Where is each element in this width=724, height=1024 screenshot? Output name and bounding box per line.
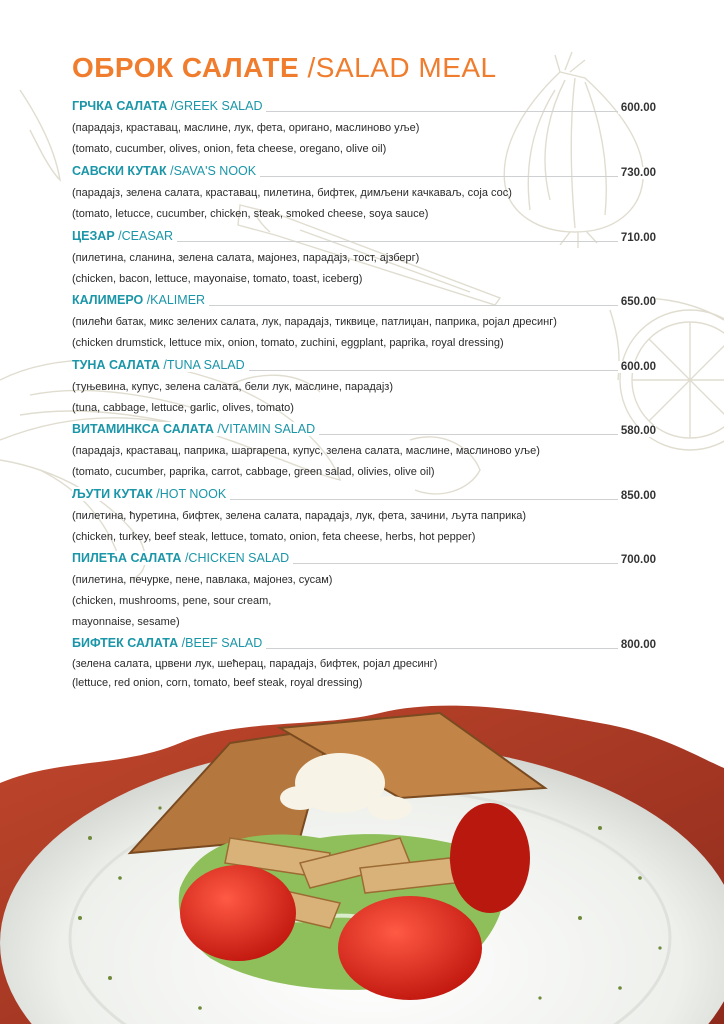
item-name	[72, 487, 230, 501]
item-price: 800.00	[618, 639, 656, 651]
item-price: 710.00	[618, 232, 656, 244]
item-name-serbian: ВИТАМИНКСА САЛАТА	[72, 422, 214, 436]
item-price: 600.00	[618, 361, 656, 373]
menu-title-english: /SALAD MEAL	[307, 52, 497, 83]
item-name-serbian: ЉУТИ КУТАК	[72, 487, 153, 501]
menu-title	[72, 52, 497, 84]
item-price: 600.00	[618, 102, 656, 114]
menu-item-vitamin-salad	[72, 421, 656, 483]
item-name-english: /KALIMER	[146, 293, 206, 307]
item-name	[72, 229, 177, 243]
item-description-serbian: (парадајз, краставац, маслине, лук, фета, оригано, маслиново уље)	[72, 122, 420, 134]
item-name-serbian: ПИЛЕЋА САЛАТА	[72, 551, 182, 565]
item-description-english: (chicken, turkey, beef steak, lettuce, tomato, onion, feta cheese, herbs, hot pepper)	[72, 531, 476, 543]
menu-item-savas-nook	[72, 163, 656, 225]
item-price: 650.00	[618, 296, 656, 308]
item-description-english: (tuna, cabbage, lettuce, garlic, olives, tomato)	[72, 402, 294, 414]
item-name	[72, 422, 319, 436]
item-name-serbian: ГРЧКА САЛАТА	[72, 99, 168, 113]
item-description-serbian: (парадајз, краставац, паприка, шаргарепа, купус, зелена салата, маслине, маслиново уље)	[72, 445, 540, 457]
menu-item-tuna-salad	[72, 357, 656, 419]
item-description-english: (chicken drumstick, lettuce mix, onion, tomato, zuchini, eggplant, paprika, royal dressing)	[72, 337, 504, 349]
item-name	[72, 358, 249, 372]
item-name	[72, 636, 266, 650]
item-description-serbian: (парадајз, зелена салата, краставац, пилетина, бифтек, димљени качкаваљ, соја сос)	[72, 187, 512, 199]
item-name-english: /CEASAR	[118, 229, 174, 243]
menu-item-greek-salad	[72, 98, 656, 160]
item-description-english: (tomato, cucumber, olives, onion, feta cheese, oregano, olive oil)	[72, 143, 387, 155]
item-description-english: (tomato, letucce, cucumber, chicken, steak, smoked cheese, soya sauce)	[72, 208, 429, 220]
menu-item-kalimer	[72, 292, 656, 354]
item-price: 730.00	[618, 167, 656, 179]
menu-item-chicken-salad	[72, 550, 656, 633]
item-name-english: /SAVA'S NOOK	[170, 164, 257, 178]
item-price: 850.00	[618, 490, 656, 502]
item-name-serbian: САВСКИ КУТАК	[72, 164, 167, 178]
item-description-serbian: (пилетина, печурке, пене, павлака, мајонез, сусам)	[72, 574, 333, 586]
menu-item-beef-salad	[72, 635, 656, 693]
item-description-serbian: (пилетина, ћуретина, бифтек, зелена салата, парадајз, лук, фета, зачини, љута паприка)	[72, 510, 527, 522]
item-description-serbian: (зелена салата, црвени лук, шећерац, парадајз, бифтек, ројал дресинг)	[72, 658, 438, 670]
item-name-english: /TUNA SALAD	[163, 358, 245, 372]
item-name-english: /BEEF SALAD	[181, 636, 263, 650]
item-description-english: (lettuce, red onion, corn, tomato, beef steak, royal dressing)	[72, 677, 363, 689]
item-name-english: /CHICKEN SALAD	[184, 551, 290, 565]
item-description-serbian: (туњевина, купус, зелена салата, бели лук, маслине, парадајз)	[72, 381, 394, 393]
item-price: 580.00	[618, 425, 656, 437]
item-name	[72, 164, 260, 178]
item-description-serbian: (пилетина, сланина, зелена салата, мајонез, парадајз, тост, ајзберг)	[72, 252, 420, 264]
item-name-serbian: ЦЕЗАР	[72, 229, 115, 243]
item-name-english: /GREEK SALAD	[170, 99, 263, 113]
item-name-serbian: КАЛИМЕРО	[72, 293, 144, 307]
menu-title-serbian: ОБРОК САЛАТЕ	[72, 52, 300, 83]
item-name	[72, 99, 266, 113]
menu-item-hot-nook	[72, 486, 656, 548]
item-name-english: /HOT NOOK	[156, 487, 227, 501]
item-name	[72, 551, 293, 565]
menu-item-ceasar	[72, 228, 656, 290]
item-price: 700.00	[618, 554, 656, 566]
item-description-english-continued: mayonnaise, sesame)	[72, 616, 180, 628]
item-description-english: (tomato, cucumber, paprika, carrot, cabbage, green salad, olivies, olive oil)	[72, 466, 435, 478]
salad-photo	[0, 688, 724, 1024]
item-description-english: (chicken, bacon, lettuce, mayonaise, tomato, toast, iceberg)	[72, 273, 363, 285]
item-name-serbian: БИФТЕК САЛАТА	[72, 636, 179, 650]
item-name	[72, 293, 209, 307]
item-description-english: (chicken, mushrooms, pene, sour cream,	[72, 595, 272, 607]
item-description-serbian: (пилећи батак, микс зелених салата, лук, парадајз, тиквице, патлиџан, паприка, ројал дресинг)	[72, 316, 557, 328]
item-name-english: /VITAMIN SALAD	[217, 422, 316, 436]
item-name-serbian: ТУНА САЛАТА	[72, 358, 160, 372]
